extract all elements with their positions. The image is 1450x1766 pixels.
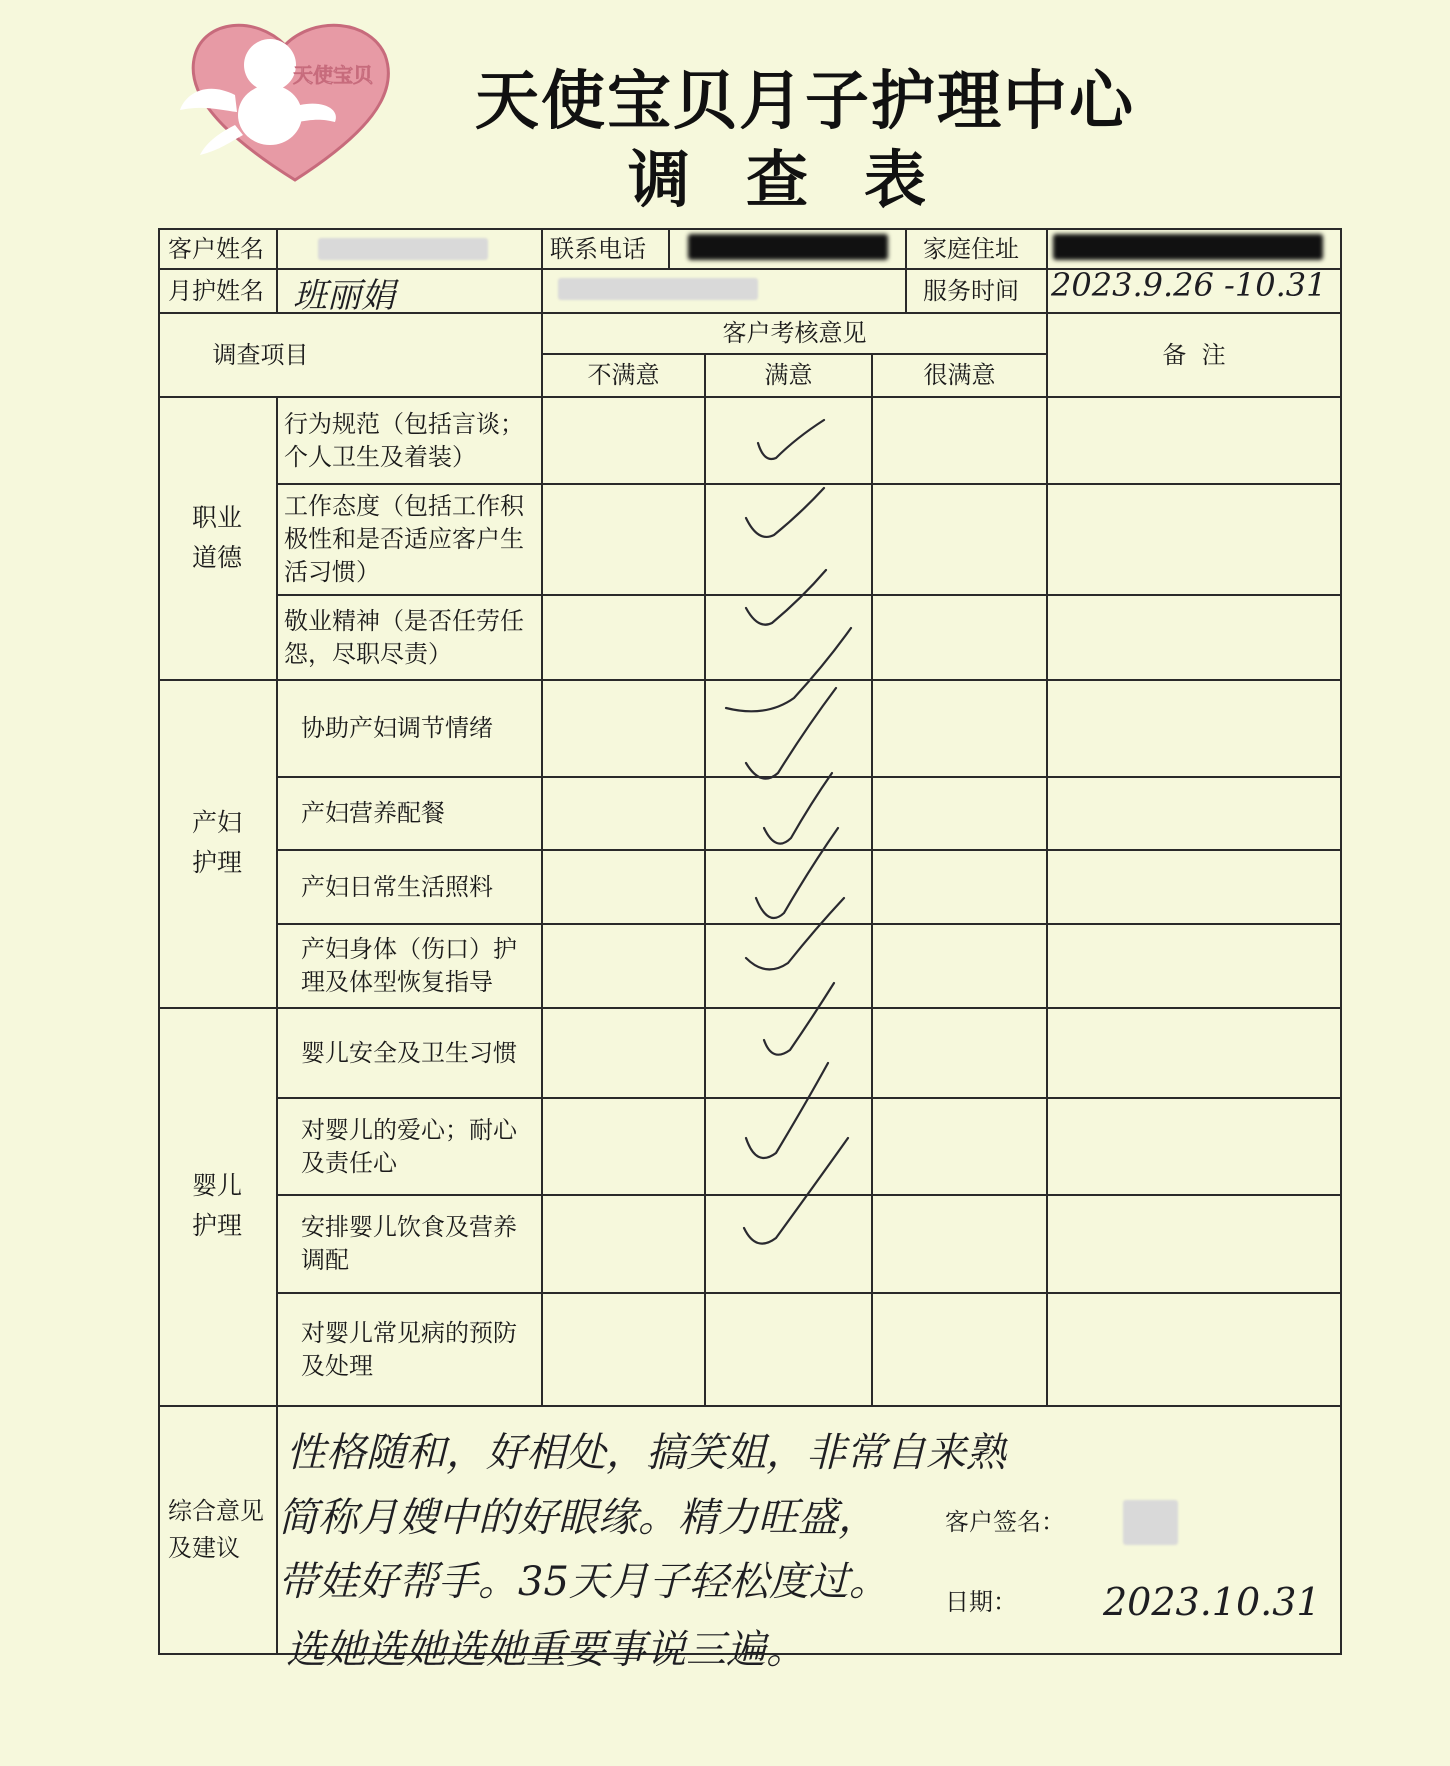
check-mark	[764, 983, 834, 1055]
redacted-signature	[1123, 1500, 1178, 1545]
survey-table	[158, 228, 1342, 1673]
survey-title: 调查表	[627, 143, 982, 216]
very-satisfied-header: 很满意	[923, 361, 996, 389]
date-value: 2023.10.31	[1103, 1580, 1321, 1624]
section-ethics: 职业道德	[191, 502, 242, 572]
redacted-address	[1053, 234, 1323, 260]
nurse-name-label: 月护姓名	[168, 276, 264, 305]
summary-label: 综合意见及建议	[168, 1497, 264, 1562]
remarks-header: 备 注	[1162, 340, 1226, 369]
item-baby-feeding: 安排婴儿饮食及营养调配	[301, 1213, 517, 1274]
center-title: 天使宝贝月子护理中心	[475, 65, 1135, 139]
item-mood-support: 协助产妇调节情绪	[301, 714, 493, 742]
summary-line-2: 简称月嫂中的好眼缘。精力旺盛，	[278, 1495, 878, 1541]
nurse-name-value: 班丽娟	[293, 276, 395, 316]
item-body-recovery: 产妇身体（伤口）护理及体型恢复指导	[301, 935, 517, 996]
item-nutrition-meals: 产妇营养配餐	[301, 799, 445, 827]
item-daily-care: 产妇日常生活照料	[301, 872, 493, 901]
item-work-attitude: 工作态度（包括工作积极性和是否适应客户生活习惯）	[284, 492, 524, 586]
phone-label: 联系电话	[550, 234, 646, 263]
logo-text: 天使宝贝	[293, 63, 373, 87]
opinion-header: 客户考核意见	[722, 319, 867, 347]
item-baby-illness: 对婴儿常见病的预防及处理	[301, 1318, 517, 1380]
check-mark	[746, 488, 824, 537]
satisfied-header: 满意	[764, 361, 813, 389]
check-mark	[746, 570, 826, 625]
redacted-phone-2	[558, 278, 758, 300]
signature-label: 客户签名：	[945, 1508, 1065, 1536]
check-mark	[726, 628, 851, 711]
check-mark	[746, 1063, 828, 1158]
check-mark	[758, 420, 824, 459]
check-mark	[744, 1138, 848, 1244]
section-baby-care: 婴儿护理	[191, 1171, 242, 1240]
unsatisfied-header: 不满意	[587, 361, 660, 389]
address-label: 家庭住址	[923, 234, 1019, 263]
check-mark	[746, 688, 836, 779]
section-mother-care: 产妇护理	[191, 808, 242, 877]
service-time-label: 服务时间	[923, 276, 1019, 305]
survey-item-header: 调查项目	[212, 340, 309, 369]
service-time-value: 2023.9.26 -10.31	[1051, 266, 1327, 304]
item-dedication: 敬业精神（是否任劳任怨，尽职尽责）	[284, 606, 524, 668]
item-baby-safety: 婴儿安全及卫生习惯	[301, 1038, 517, 1067]
item-behavior: 行为规范（包括言谈；个人卫生及着装）	[284, 409, 524, 471]
redacted-customer-name	[318, 238, 488, 260]
customer-name-label: 客户姓名	[168, 234, 264, 263]
check-mark	[764, 773, 832, 844]
summary-line-1: 性格随和，好相处，搞笑姐，非常自来熟	[286, 1430, 1006, 1476]
summary-line-4: 选她选她选她重要事说三遍。	[286, 1627, 806, 1673]
date-label: 日期：	[945, 1588, 1017, 1616]
summary-line-3: 带娃好帮手。35天月子轻松度过。	[278, 1559, 889, 1605]
satisfied-checkmarks	[706, 398, 871, 1405]
check-mark	[756, 828, 838, 918]
redacted-phone	[688, 234, 888, 260]
item-baby-love: 对婴儿的爱心；耐心及责任心	[301, 1115, 517, 1177]
